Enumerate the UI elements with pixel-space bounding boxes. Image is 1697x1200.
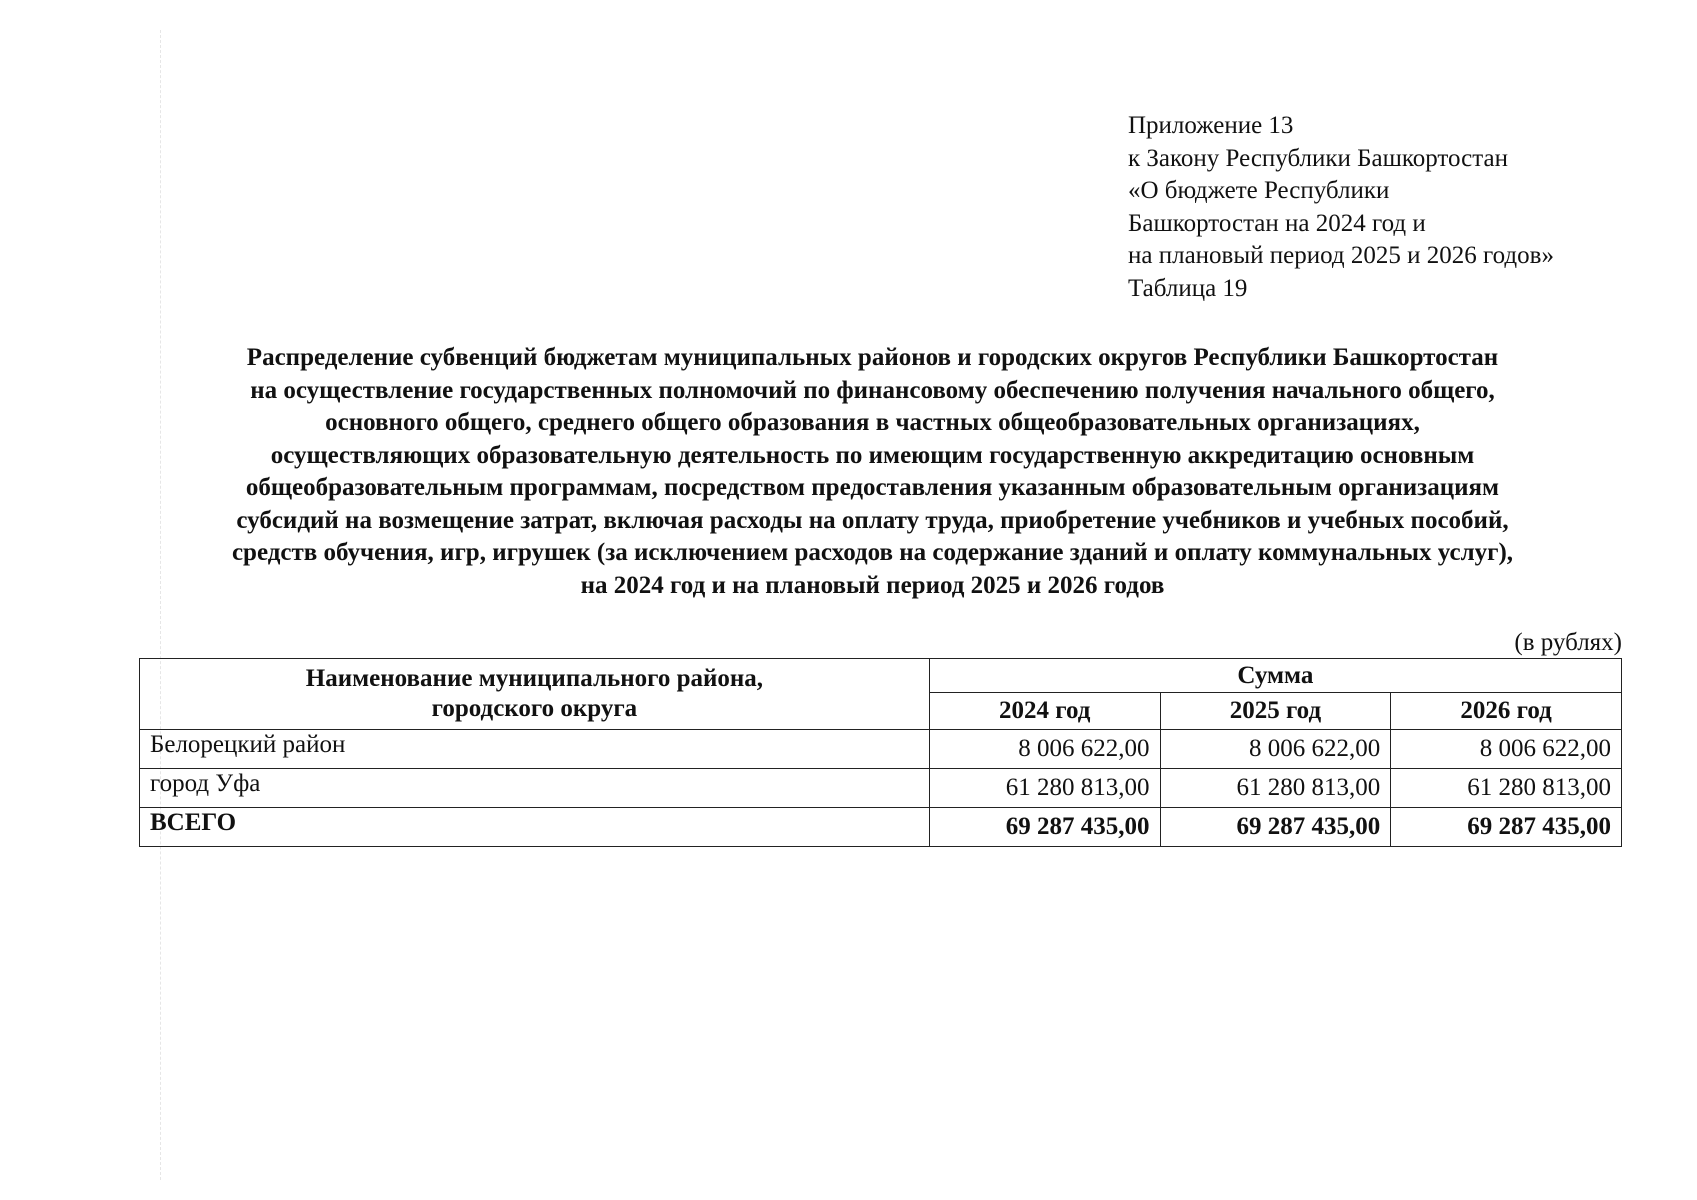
row-name: Белорецкий район [140,730,930,769]
title-line: осуществляющих образовательную деятельность по имеющим государственную аккредитацию основным [270,441,1475,469]
row-value-2026: 61 280 813,00 [1391,769,1622,808]
row-value-2025: 8 006 622,00 [1160,730,1391,769]
appendix-line: к Закону Республики Башкортостан [1128,144,1508,172]
units-note: (в рублях) [1514,629,1622,656]
appendix-line: на плановый период 2025 и 2026 годов» [1128,242,1554,269]
appendix-line: Башкортостан на 2024 год и [1128,209,1426,237]
total-row [140,808,1622,847]
total-value-2025: 69 287 435,00 [1160,808,1391,847]
column-header-2026: 2026 год [1391,693,1622,730]
header-line: Наименование муниципального района, [305,665,764,692]
header-line: городского округа [431,695,638,722]
title-line: субсидий на возмещение затрат, включая расходы на оплату труда, приобретение учебников и учебных пособий, [236,506,1509,534]
title-line: на 2024 год и на плановый период 2025 и 2026 годов [580,571,1165,599]
row-value-2024: 61 280 813,00 [929,769,1160,808]
appendix-reference [1128,110,1554,305]
title-line: средств обучения, игр, игрушек (за исключением расходов на содержание зданий и оплату коммунальных услуг), [231,539,1514,566]
appendix-line: «О бюджете Республики [1128,177,1390,204]
row-value-2026: 8 006 622,00 [1391,730,1622,769]
column-header-sum: Сумма [929,659,1621,693]
total-value-2026: 69 287 435,00 [1391,808,1622,847]
column-header-name [140,659,930,730]
total-value-2024: 69 287 435,00 [929,808,1160,847]
title-line: общеобразовательным программам, посредством предоставления указанным образовательным организациям [245,474,1500,501]
row-value-2024: 8 006 622,00 [929,730,1160,769]
column-header-2025: 2025 год [1160,693,1391,730]
appendix-line: Приложение 13 [1128,112,1294,139]
row-name: город Уфа [140,769,930,808]
table-number: Таблица 19 [1128,274,1248,302]
title-line: Распределение субвенций бюджетам муниципальных районов и городских округов Республики Башкортостан [246,344,1499,371]
table-row [140,769,1622,808]
document-title [120,342,1625,602]
row-value-2025: 61 280 813,00 [1160,769,1391,808]
subvention-table [139,658,1622,847]
title-line: основного общего, среднего общего образования в частных общеобразовательных организациях, [325,409,1420,436]
total-label: ВСЕГО [140,808,930,847]
column-header-2024: 2024 год [929,693,1160,730]
scan-margin-line [160,30,161,1180]
table-row [140,730,1622,769]
title-line: на осуществление государственных полномочий по финансовому обеспечению получения начального общего, [250,376,1495,404]
